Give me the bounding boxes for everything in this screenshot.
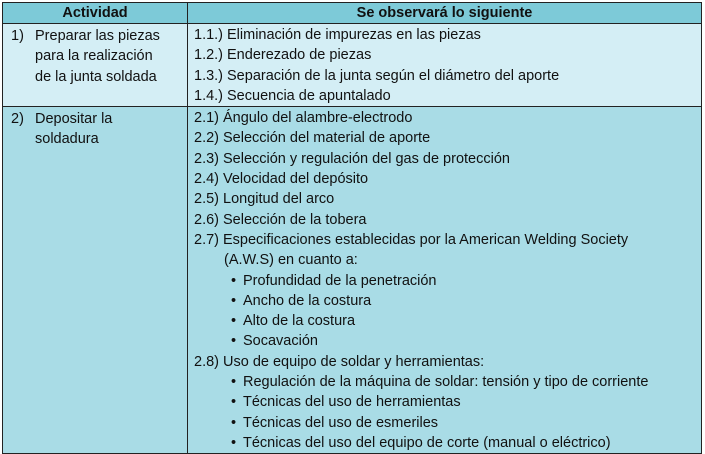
item-number: 2.5) — [194, 191, 219, 208]
sub-item-text: Profundidad de la penetración — [243, 272, 437, 289]
item-line — [194, 45, 701, 65]
sub-item-text: Regulación de la máquina de soldar: tensión y tipo de corriente — [243, 374, 649, 391]
sub-item-text: Alto de la costura — [243, 313, 356, 330]
observations-cell — [188, 24, 702, 107]
item-text: Ángulo del alambre-electrodo — [223, 110, 413, 127]
list-item — [194, 230, 701, 352]
header-activity: Actividad — [3, 3, 188, 24]
observation-list — [188, 107, 701, 453]
sub-item-text: Ancho de la costura — [243, 292, 372, 309]
bullet-icon: • — [231, 292, 237, 309]
header-row — [3, 3, 702, 24]
list-item — [194, 189, 701, 209]
activity-number: 1) — [11, 28, 24, 44]
item-text: Selección de la tobera — [223, 211, 367, 228]
bullet-icon: • — [231, 272, 237, 289]
sub-item-text: Socavación — [243, 333, 318, 350]
activity-cell — [3, 24, 188, 107]
item-line — [194, 25, 701, 45]
activity-line: Depositar la — [35, 111, 113, 128]
activity-line: de la junta soldada — [35, 68, 157, 85]
item-text: Secuencia de apuntalado — [227, 87, 391, 104]
item-text: Enderezado de piezas — [227, 47, 372, 64]
item-text: Eliminación de impurezas en las piezas — [227, 27, 481, 43]
activity-line: para la realización — [35, 48, 153, 65]
item-number: 2.3) — [194, 150, 219, 167]
list-item — [194, 45, 701, 65]
item-line — [194, 86, 701, 106]
list-item — [194, 352, 701, 453]
bullet-icon: • — [231, 333, 237, 350]
sub-item — [231, 311, 701, 331]
list-item — [194, 66, 701, 86]
activity — [3, 107, 187, 150]
activity-number: 2) — [11, 111, 24, 128]
table-row — [3, 24, 702, 107]
item-number: 2.8) — [194, 353, 219, 370]
item-number: 2.4) — [194, 171, 219, 188]
observation-list — [188, 24, 701, 106]
list-item — [194, 169, 701, 189]
activity-text — [35, 26, 160, 87]
item-number: 1.2.) — [194, 47, 224, 64]
item-line — [194, 230, 701, 250]
sub-item-text: Técnicas del uso del equipo de corte (manual o eléctrico) — [243, 434, 611, 451]
item-number: 2.6) — [194, 211, 219, 228]
item-text: Uso de equipo de soldar y herramientas: — [223, 353, 485, 370]
item-line — [194, 128, 701, 148]
item-continuation: (A.W.S) en cuanto a: — [224, 252, 358, 269]
list-item — [194, 128, 701, 148]
activity-text — [35, 109, 112, 150]
item-line — [194, 108, 701, 128]
activity — [3, 24, 187, 87]
item-line — [194, 189, 701, 209]
sub-item — [231, 331, 701, 351]
header-observations: Se observará lo siguiente — [188, 3, 702, 24]
item-number: 1.4.) — [194, 87, 224, 104]
item-text: Selección del material de aporte — [223, 130, 431, 147]
observations-cell — [188, 107, 702, 454]
item-text: Velocidad del depósito — [223, 171, 369, 188]
bullet-icon: • — [231, 374, 237, 391]
item-line — [194, 66, 701, 86]
activity-line: Preparar las piezas — [35, 28, 160, 44]
item-line — [194, 210, 701, 230]
sub-item — [231, 291, 701, 311]
item-text: Longitud del arco — [223, 191, 335, 208]
bullet-icon: • — [231, 414, 237, 431]
item-line — [194, 149, 701, 169]
item-line — [194, 352, 701, 372]
table-row — [3, 107, 702, 454]
sub-item-text: Técnicas del uso de herramientas — [243, 394, 461, 411]
sub-list — [194, 372, 701, 453]
item-text: Selección y regulación del gas de protección — [223, 150, 510, 167]
list-item — [194, 210, 701, 230]
list-item — [194, 86, 701, 106]
list-item — [194, 108, 701, 128]
item-number: 2.7) — [194, 231, 219, 248]
item-number: 2.1) — [194, 110, 219, 127]
sub-item — [231, 372, 701, 392]
sub-item — [231, 433, 701, 453]
item-number: 1.1.) — [194, 27, 224, 43]
activity-line: soldadura — [35, 131, 99, 148]
item-text: Especificaciones establecidas por la American Welding Society — [223, 231, 629, 248]
observation-table — [2, 2, 702, 454]
item-number: 2.2) — [194, 130, 219, 147]
item-text: Separación de la junta según el diámetro del aporte — [227, 67, 560, 84]
sub-item — [231, 413, 701, 433]
list-item — [194, 25, 701, 45]
item-line — [194, 169, 701, 189]
sub-item — [231, 271, 701, 291]
list-item — [194, 149, 701, 169]
activity-cell — [3, 107, 188, 454]
sub-item-text: Técnicas del uso de esmeriles — [243, 414, 439, 431]
bullet-icon: • — [231, 313, 237, 330]
sub-item — [231, 392, 701, 412]
bullet-icon: • — [231, 394, 237, 411]
sub-list — [194, 271, 701, 352]
item-number: 1.3.) — [194, 67, 224, 84]
bullet-icon: • — [231, 434, 237, 451]
